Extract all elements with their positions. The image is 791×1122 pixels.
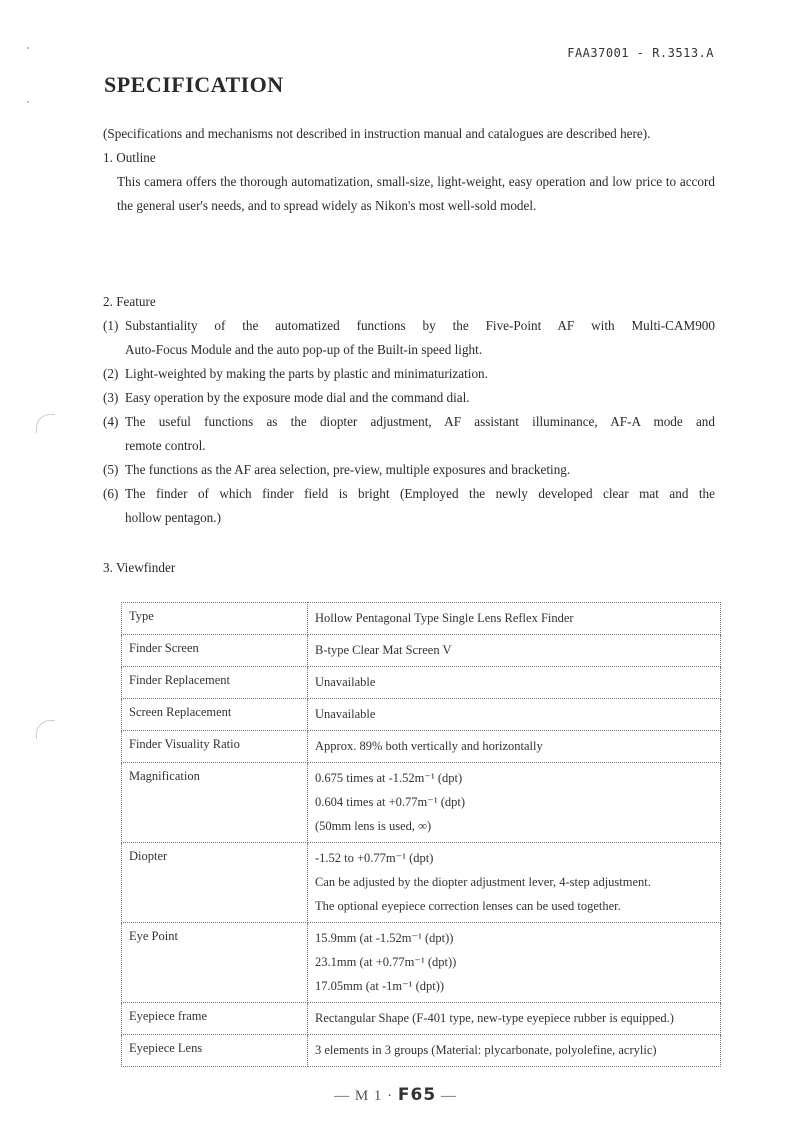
feature-heading: 2. Feature xyxy=(103,294,156,309)
spec-value-line: Can be adjusted by the diopter adjustment lever, 4-step adjustment. xyxy=(315,875,651,889)
feature-item xyxy=(103,314,715,362)
punch-hole-mark xyxy=(36,414,55,433)
feature-item xyxy=(103,458,715,482)
spec-value-line: Approx. 89% both vertically and horizontally xyxy=(315,739,543,753)
feature-item xyxy=(103,410,715,458)
spec-value-line: 17.05mm (at -1m⁻¹ (dpt)) xyxy=(315,979,445,993)
spec-row xyxy=(122,1003,721,1035)
feature-number: (3) xyxy=(103,390,119,405)
spec-row xyxy=(122,1035,721,1067)
spec-label: Eye Point xyxy=(122,923,308,1003)
punch-hole-mark xyxy=(36,720,55,739)
spec-label: Finder Screen xyxy=(122,635,308,667)
viewfinder-spec-table xyxy=(121,602,721,1067)
spec-value-line: Unavailable xyxy=(315,707,376,721)
footer-prefix: — M 1 · xyxy=(334,1088,398,1104)
spec-value-line: -1.52 to +0.77m⁻¹ (dpt) xyxy=(315,851,434,865)
spec-value-line: Rectangular Shape (F-401 type, new-type eyepiece rubber is equipped.) xyxy=(315,1011,674,1025)
feature-number: (6) xyxy=(103,486,119,501)
spec-value xyxy=(308,603,721,635)
spec-value xyxy=(308,763,721,843)
spec-row xyxy=(122,843,721,923)
feature-text: Light-weighted by making the parts by plastic and minimaturization. xyxy=(125,366,488,381)
viewfinder-heading: 3. Viewfinder xyxy=(103,560,176,575)
spec-value-line: Unavailable xyxy=(315,675,376,689)
spec-label: Eyepiece frame xyxy=(122,1003,308,1035)
spec-value-line: 0.604 times at +0.77m⁻¹ (dpt) xyxy=(315,795,466,809)
spec-row xyxy=(122,763,721,843)
feature-text: The functions as the AF area selection, pre-view, multiple exposures and bracketing. xyxy=(125,462,571,477)
spec-value xyxy=(308,1035,721,1067)
spec-value xyxy=(308,699,721,731)
scan-speck xyxy=(27,47,29,49)
spec-value-line: B-type Clear Mat Screen V xyxy=(315,643,452,657)
feature-item xyxy=(103,482,715,530)
feature-text: The useful functions as the diopter adjustment, AF assistant illuminance, AF-A mode and xyxy=(125,414,715,429)
spec-value-line: 15.9mm (at -1.52m⁻¹ (dpt)) xyxy=(315,931,454,945)
spec-label: Finder Visuality Ratio xyxy=(122,731,308,763)
body-text xyxy=(103,122,715,218)
spec-row xyxy=(122,667,721,699)
feature-section xyxy=(103,290,715,530)
spec-value xyxy=(308,667,721,699)
viewfinder-heading-wrap xyxy=(103,556,715,580)
intro-paragraph: (Specifications and mechanisms not described in instruction manual and catalogues are described here). xyxy=(103,126,651,141)
spec-label: Diopter xyxy=(122,843,308,923)
spec-value-line: 23.1mm (at +0.77m⁻¹ (dpt)) xyxy=(315,955,457,969)
feature-number: (4) xyxy=(103,414,119,429)
spec-label: Type xyxy=(122,603,308,635)
spec-value xyxy=(308,731,721,763)
spec-value-line: 0.675 times at -1.52m⁻¹ (dpt) xyxy=(315,771,463,785)
spec-value-line: 3 elements in 3 groups (Material: plycarbonate, polyolefine, acrylic) xyxy=(315,1043,657,1057)
spec-label: Eyepiece Lens xyxy=(122,1035,308,1067)
footer-suffix: — xyxy=(436,1088,457,1104)
scan-speck xyxy=(27,101,29,103)
feature-item xyxy=(103,362,715,386)
spec-value-line: Hollow Pentagonal Type Single Lens Reflex Finder xyxy=(315,611,574,625)
spec-row xyxy=(122,603,721,635)
spec-value xyxy=(308,843,721,923)
page-footer xyxy=(0,1085,791,1105)
feature-text: Easy operation by the exposure mode dial and the command dial. xyxy=(125,390,470,405)
spec-row xyxy=(122,923,721,1003)
feature-text-continued: remote control. xyxy=(125,438,206,453)
feature-number: (1) xyxy=(103,318,119,333)
spec-label: Screen Replacement xyxy=(122,699,308,731)
spec-value-line: The optional eyepiece correction lenses can be used together. xyxy=(315,899,621,913)
feature-number: (5) xyxy=(103,462,119,477)
spec-value xyxy=(308,923,721,1003)
spec-value xyxy=(308,635,721,667)
spec-value-line: (50mm lens is used, ∞) xyxy=(315,819,432,833)
page-title: SPECIFICATION xyxy=(104,72,284,97)
feature-list xyxy=(103,314,715,530)
spec-row xyxy=(122,731,721,763)
outline-text: This camera offers the thorough automatization, small-size, light-weight, easy operation and low price to accord the general user's needs, and to spread widely as Nikon's most well-sold model. xyxy=(117,174,715,213)
page-number: F65 xyxy=(397,1085,437,1105)
outline-heading: 1. Outline xyxy=(103,150,156,165)
document-id: FAA37001 - R.3513.A xyxy=(567,46,714,60)
feature-text: The finder of which finder field is bright (Employed the newly developed clear mat and the xyxy=(125,486,715,501)
feature-text-continued: hollow pentagon.) xyxy=(125,510,221,525)
feature-text-continued: Auto-Focus Module and the auto pop-up of the Built-in speed light. xyxy=(125,342,483,357)
spec-label: Finder Replacement xyxy=(122,667,308,699)
spec-value xyxy=(308,1003,721,1035)
feature-text: Substantiality of the automatized functions by the Five-Point AF with Multi-CAM900 xyxy=(125,318,715,333)
feature-number: (2) xyxy=(103,366,119,381)
spec-row xyxy=(122,699,721,731)
spec-row xyxy=(122,635,721,667)
spec-label: Magnification xyxy=(122,763,308,843)
feature-item xyxy=(103,386,715,410)
